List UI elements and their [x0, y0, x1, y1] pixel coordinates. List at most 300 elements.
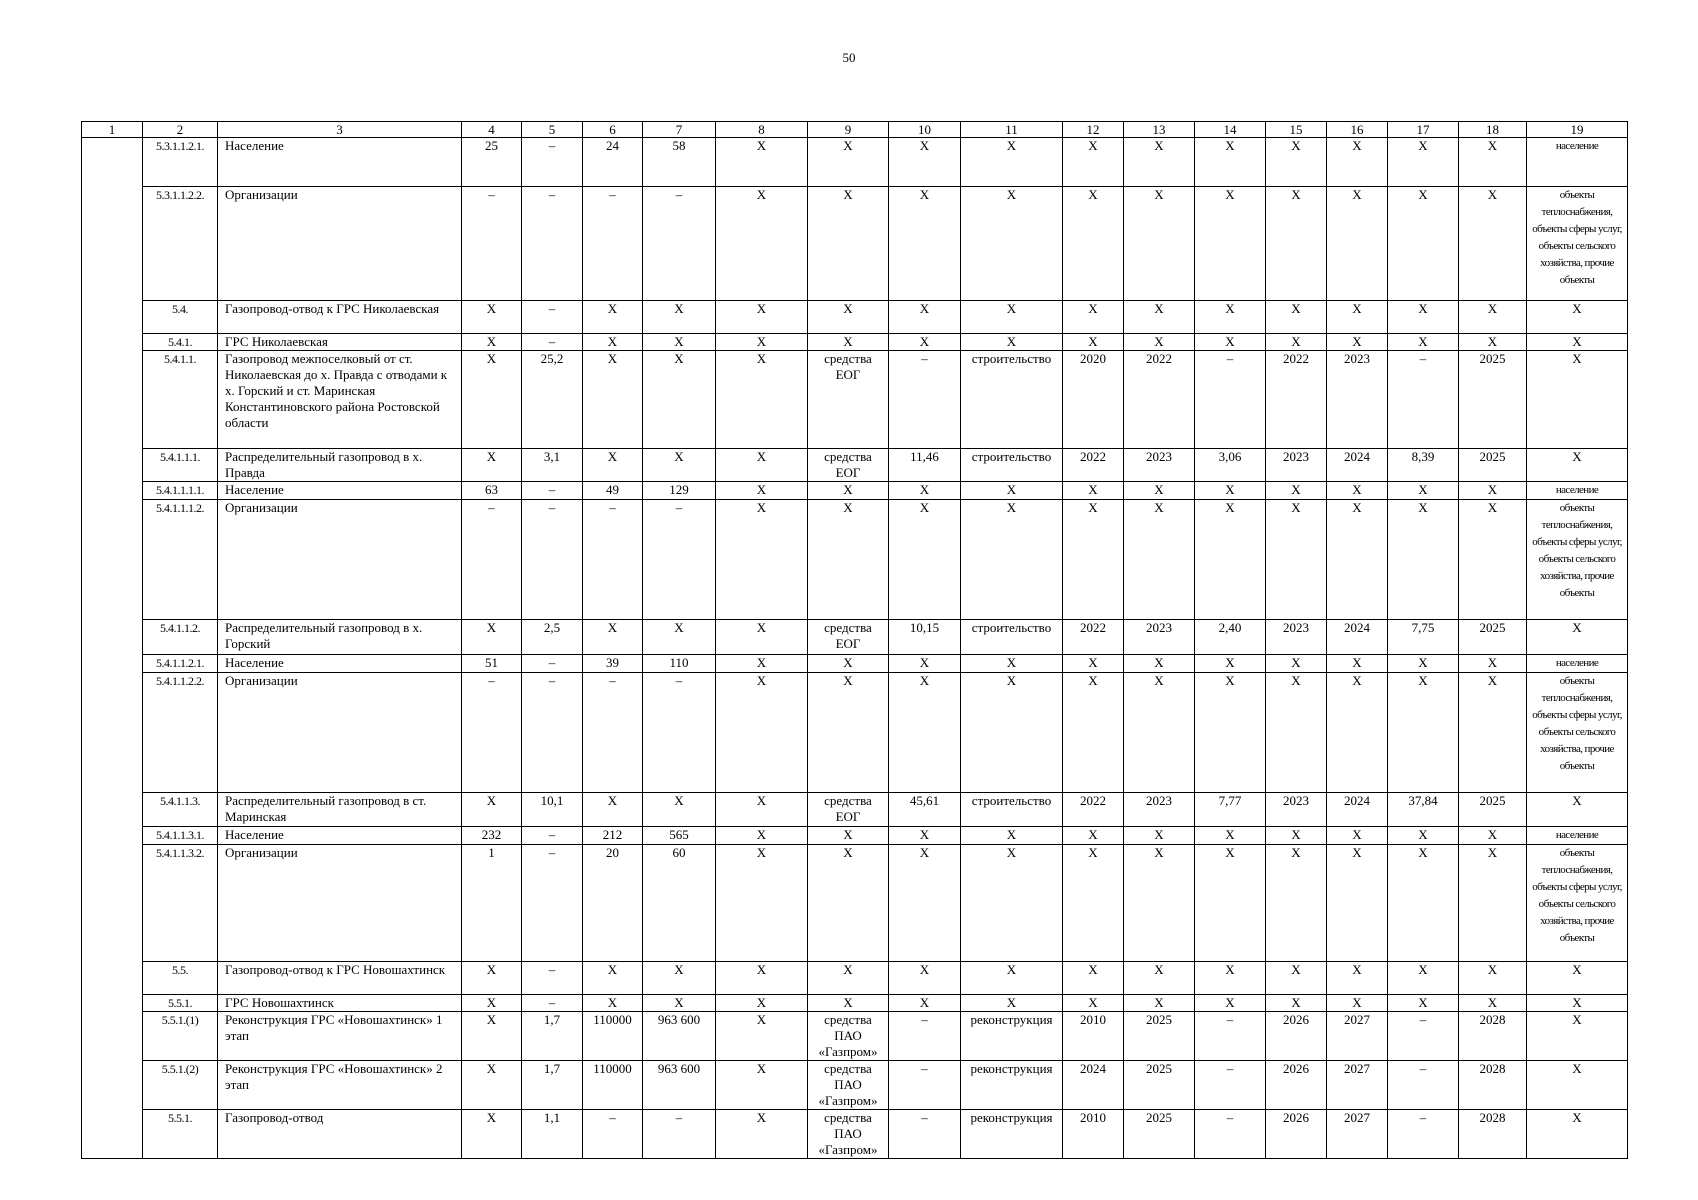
value-cell: X	[889, 301, 961, 334]
column-number: 4	[462, 122, 522, 138]
value-cell: X	[1063, 482, 1124, 500]
value-cell: –	[583, 187, 643, 301]
object-name: Распределительный газопровод в х. Горский	[218, 620, 462, 655]
column-number: 17	[1388, 122, 1459, 138]
value-cell: X	[1327, 655, 1388, 673]
object-name: Газопровод-отвод к ГРС Николаевская	[218, 301, 462, 334]
value-cell: –	[583, 500, 643, 620]
value-cell: X	[462, 1061, 522, 1110]
value-cell: X	[1063, 334, 1124, 351]
value-cell: средства ПАО «Газпром»	[808, 1012, 889, 1061]
value-cell: X	[1124, 138, 1195, 187]
value-cell: X	[1459, 138, 1527, 187]
value-cell: –	[1195, 1012, 1266, 1061]
value-cell: X	[1527, 1110, 1628, 1159]
column-number: 3	[218, 122, 462, 138]
value-cell: X	[1124, 482, 1195, 500]
value-cell: 2022	[1063, 620, 1124, 655]
column-number: 16	[1327, 122, 1388, 138]
value-cell: X	[716, 995, 808, 1012]
value-cell: 39	[583, 655, 643, 673]
value-cell: X	[1063, 500, 1124, 620]
value-cell: 565	[643, 827, 716, 845]
value-cell: 110000	[583, 1012, 643, 1061]
value-cell: 2024	[1063, 1061, 1124, 1110]
consumer-category: объекты теплоснабжения, объекты сферы услуг, объекты сельского хозяйства, прочие объекты	[1527, 673, 1628, 793]
object-name: Организации	[218, 673, 462, 793]
value-cell: X	[889, 995, 961, 1012]
table-row	[82, 138, 1628, 187]
value-cell: X	[1459, 962, 1527, 995]
object-name: ГРС Новошахтинск	[218, 995, 462, 1012]
value-cell: 2025	[1124, 1061, 1195, 1110]
value-cell: X	[583, 620, 643, 655]
value-cell: 2022	[1063, 449, 1124, 482]
value-cell: 2,40	[1195, 620, 1266, 655]
value-cell: X	[1266, 482, 1327, 500]
value-cell: X	[1266, 845, 1327, 962]
value-cell: X	[716, 827, 808, 845]
row-number: 5.4.1.1.1.2.	[143, 500, 218, 620]
value-cell: 2025	[1459, 793, 1527, 827]
value-cell: –	[1388, 1061, 1459, 1110]
value-cell: X	[1527, 1012, 1628, 1061]
value-cell: X	[462, 449, 522, 482]
value-cell: –	[522, 827, 583, 845]
page-number: 50	[842, 50, 856, 65]
row-number: 5.5.1.(1)	[143, 1012, 218, 1061]
value-cell: –	[522, 187, 583, 301]
value-cell: X	[1327, 482, 1388, 500]
value-cell: X	[808, 138, 889, 187]
value-cell: X	[961, 655, 1063, 673]
value-cell: X	[1388, 187, 1459, 301]
object-name: ГРС Николаевская	[218, 334, 462, 351]
value-cell: X	[1388, 482, 1459, 500]
value-cell: X	[961, 995, 1063, 1012]
table-row	[82, 1110, 1628, 1159]
value-cell: X	[1124, 827, 1195, 845]
value-cell: X	[1063, 962, 1124, 995]
header-row	[82, 122, 1628, 138]
value-cell: X	[1527, 301, 1628, 334]
consumer-category: объекты теплоснабжения, объекты сферы услуг, объекты сельского хозяйства, прочие объекты	[1527, 845, 1628, 962]
value-cell: X	[1459, 845, 1527, 962]
value-cell: X	[462, 620, 522, 655]
value-cell: 2024	[1327, 620, 1388, 655]
value-cell: –	[522, 334, 583, 351]
value-cell: X	[716, 845, 808, 962]
value-cell: –	[1195, 1110, 1266, 1159]
consumer-category: объекты теплоснабжения, объекты сферы услуг, объекты сельского хозяйства, прочие объекты	[1527, 187, 1628, 301]
value-cell: реконструкция	[961, 1061, 1063, 1110]
value-cell: X	[1388, 995, 1459, 1012]
value-cell: X	[716, 482, 808, 500]
value-cell: X	[1266, 500, 1327, 620]
value-cell: 212	[583, 827, 643, 845]
value-cell: реконструкция	[961, 1012, 1063, 1061]
value-cell: X	[1063, 138, 1124, 187]
group-cell	[82, 138, 143, 1159]
value-cell: строительство	[961, 793, 1063, 827]
value-cell: X	[1327, 138, 1388, 187]
value-cell: X	[1459, 334, 1527, 351]
value-cell: 110	[643, 655, 716, 673]
row-number: 5.3.1.1.2.2.	[143, 187, 218, 301]
value-cell: X	[808, 187, 889, 301]
value-cell: X	[961, 301, 1063, 334]
value-cell: –	[522, 301, 583, 334]
table-row	[82, 827, 1628, 845]
value-cell: 3,1	[522, 449, 583, 482]
value-cell: 58	[643, 138, 716, 187]
value-cell: X	[889, 482, 961, 500]
value-cell: X	[808, 962, 889, 995]
value-cell: X	[1527, 1061, 1628, 1110]
value-cell: –	[1388, 1012, 1459, 1061]
object-name: Распределительный газопровод в ст. Маринская	[218, 793, 462, 827]
value-cell: 2023	[1327, 351, 1388, 449]
value-cell: 2023	[1266, 620, 1327, 655]
value-cell: X	[1388, 334, 1459, 351]
value-cell: 2010	[1063, 1110, 1124, 1159]
value-cell: X	[1124, 962, 1195, 995]
column-number: 10	[889, 122, 961, 138]
value-cell: 2023	[1124, 793, 1195, 827]
value-cell: 129	[643, 482, 716, 500]
value-cell: 2010	[1063, 1012, 1124, 1061]
value-cell: X	[1327, 301, 1388, 334]
value-cell: X	[1527, 449, 1628, 482]
row-number: 5.4.1.1.	[143, 351, 218, 449]
value-cell: 2023	[1124, 620, 1195, 655]
table-row	[82, 655, 1628, 673]
value-cell: X	[808, 482, 889, 500]
value-cell: X	[583, 449, 643, 482]
value-cell: –	[1195, 351, 1266, 449]
object-name: Газопровод межпоселковый от ст. Николаевская до х. Правда с отводами к х. Горский и ст. Маринская Константиновского района Ростовской области	[218, 351, 462, 449]
value-cell: X	[1195, 138, 1266, 187]
value-cell: X	[643, 995, 716, 1012]
value-cell: –	[522, 482, 583, 500]
value-cell: X	[1195, 482, 1266, 500]
value-cell: X	[1266, 962, 1327, 995]
value-cell: X	[1063, 827, 1124, 845]
value-cell: X	[889, 138, 961, 187]
value-cell: X	[1388, 500, 1459, 620]
value-cell: X	[716, 655, 808, 673]
value-cell: X	[889, 673, 961, 793]
value-cell: 1,7	[522, 1061, 583, 1110]
value-cell: X	[643, 793, 716, 827]
value-cell: 2020	[1063, 351, 1124, 449]
value-cell: 25	[462, 138, 522, 187]
value-cell: X	[462, 793, 522, 827]
value-cell: X	[1459, 995, 1527, 1012]
value-cell: X	[1063, 845, 1124, 962]
value-cell: –	[462, 500, 522, 620]
value-cell: X	[1195, 845, 1266, 962]
value-cell: X	[583, 301, 643, 334]
table-row	[82, 1012, 1628, 1061]
table-row	[82, 301, 1628, 334]
row-number: 5.3.1.1.2.1.	[143, 138, 218, 187]
value-cell: X	[1388, 673, 1459, 793]
value-cell: 2025	[1124, 1012, 1195, 1061]
value-cell: –	[889, 351, 961, 449]
value-cell: 45,61	[889, 793, 961, 827]
value-cell: X	[1266, 827, 1327, 845]
value-cell: 10,1	[522, 793, 583, 827]
value-cell: 2024	[1327, 793, 1388, 827]
value-cell: X	[1388, 655, 1459, 673]
value-cell: X	[716, 962, 808, 995]
value-cell: X	[1327, 500, 1388, 620]
value-cell: X	[808, 500, 889, 620]
value-cell: 110000	[583, 1061, 643, 1110]
value-cell: X	[462, 962, 522, 995]
table-row	[82, 334, 1628, 351]
value-cell: X	[961, 962, 1063, 995]
object-name: Распределительный газопровод в х. Правда	[218, 449, 462, 482]
value-cell: 2023	[1266, 793, 1327, 827]
value-cell: X	[1063, 673, 1124, 793]
value-cell: X	[1527, 620, 1628, 655]
column-number: 19	[1527, 122, 1628, 138]
value-cell: 7,75	[1388, 620, 1459, 655]
value-cell: средства ЕОГ	[808, 351, 889, 449]
value-cell: средства ПАО «Газпром»	[808, 1110, 889, 1159]
value-cell: 49	[583, 482, 643, 500]
value-cell: X	[1388, 138, 1459, 187]
value-cell: 60	[643, 845, 716, 962]
value-cell: X	[961, 673, 1063, 793]
column-number: 8	[716, 122, 808, 138]
value-cell: X	[1459, 187, 1527, 301]
value-cell: X	[889, 334, 961, 351]
table-row	[82, 1061, 1628, 1110]
value-cell: X	[1266, 138, 1327, 187]
value-cell: X	[1266, 301, 1327, 334]
value-cell: X	[1527, 793, 1628, 827]
value-cell: X	[1124, 845, 1195, 962]
value-cell: X	[583, 962, 643, 995]
value-cell: 1,7	[522, 1012, 583, 1061]
object-name: Организации	[218, 187, 462, 301]
value-cell: средства ПАО «Газпром»	[808, 1061, 889, 1110]
row-number: 5.4.1.1.3.1.	[143, 827, 218, 845]
value-cell: X	[1063, 301, 1124, 334]
value-cell: X	[961, 334, 1063, 351]
value-cell: X	[1063, 995, 1124, 1012]
value-cell: 8,39	[1388, 449, 1459, 482]
value-cell: 2023	[1266, 449, 1327, 482]
value-cell: X	[1327, 187, 1388, 301]
value-cell: X	[716, 1110, 808, 1159]
value-cell: X	[1266, 334, 1327, 351]
value-cell: 2025	[1459, 449, 1527, 482]
value-cell: средства ЕОГ	[808, 793, 889, 827]
table-row	[82, 500, 1628, 620]
value-cell: X	[643, 301, 716, 334]
column-number: 11	[961, 122, 1063, 138]
value-cell: 11,46	[889, 449, 961, 482]
value-cell: –	[462, 187, 522, 301]
value-cell: X	[583, 995, 643, 1012]
value-cell: –	[643, 500, 716, 620]
value-cell: X	[1195, 187, 1266, 301]
column-number: 18	[1459, 122, 1527, 138]
object-name: Реконструкция ГРС «Новошахтинск» 1 этап	[218, 1012, 462, 1061]
value-cell: X	[889, 655, 961, 673]
value-cell: –	[522, 655, 583, 673]
value-cell: –	[643, 673, 716, 793]
value-cell: 963 600	[643, 1012, 716, 1061]
value-cell: X	[1124, 187, 1195, 301]
value-cell: X	[1459, 827, 1527, 845]
row-number: 5.4.1.1.2.2.	[143, 673, 218, 793]
value-cell: 2027	[1327, 1061, 1388, 1110]
value-cell: X	[1266, 655, 1327, 673]
value-cell: –	[1195, 1061, 1266, 1110]
object-name: Население	[218, 482, 462, 500]
row-number: 5.4.1.	[143, 334, 218, 351]
value-cell: –	[522, 500, 583, 620]
column-number: 6	[583, 122, 643, 138]
value-cell: X	[1459, 500, 1527, 620]
object-name: Реконструкция ГРС «Новошахтинск» 2 этап	[218, 1061, 462, 1110]
value-cell: X	[643, 449, 716, 482]
value-cell: строительство	[961, 620, 1063, 655]
value-cell: X	[1195, 301, 1266, 334]
value-cell: 2022	[1063, 793, 1124, 827]
value-cell: –	[1388, 351, 1459, 449]
value-cell: X	[961, 827, 1063, 845]
value-cell: X	[961, 500, 1063, 620]
value-cell: 963 600	[643, 1061, 716, 1110]
value-cell: 2027	[1327, 1110, 1388, 1159]
row-number: 5.4.1.1.2.	[143, 620, 218, 655]
value-cell: X	[889, 962, 961, 995]
value-cell: 63	[462, 482, 522, 500]
object-name: Население	[218, 827, 462, 845]
value-cell: –	[889, 1061, 961, 1110]
value-cell: X	[961, 187, 1063, 301]
value-cell: X	[716, 351, 808, 449]
table-row	[82, 673, 1628, 793]
value-cell: X	[1459, 482, 1527, 500]
value-cell: 3,06	[1195, 449, 1266, 482]
table-row	[82, 962, 1628, 995]
value-cell: X	[808, 655, 889, 673]
value-cell: X	[1195, 995, 1266, 1012]
row-number: 5.5.1.	[143, 995, 218, 1012]
value-cell: X	[1266, 995, 1327, 1012]
value-cell: X	[961, 138, 1063, 187]
value-cell: 37,84	[1388, 793, 1459, 827]
value-cell: X	[716, 301, 808, 334]
value-cell: X	[1327, 962, 1388, 995]
value-cell: X	[716, 793, 808, 827]
value-cell: X	[1124, 500, 1195, 620]
value-cell: X	[1527, 995, 1628, 1012]
value-cell: –	[583, 1110, 643, 1159]
value-cell: X	[1195, 673, 1266, 793]
table-row	[82, 620, 1628, 655]
value-cell: 2027	[1327, 1012, 1388, 1061]
column-number: 14	[1195, 122, 1266, 138]
value-cell: средства ЕОГ	[808, 449, 889, 482]
value-cell: X	[1124, 995, 1195, 1012]
value-cell: X	[716, 1061, 808, 1110]
row-number: 5.5.1.(2)	[143, 1061, 218, 1110]
value-cell: X	[716, 1012, 808, 1061]
value-cell: X	[583, 334, 643, 351]
value-cell: X	[716, 620, 808, 655]
value-cell: X	[1124, 301, 1195, 334]
value-cell: X	[1327, 995, 1388, 1012]
value-cell: X	[643, 620, 716, 655]
row-number: 5.4.1.1.1.1.	[143, 482, 218, 500]
value-cell: X	[1527, 351, 1628, 449]
value-cell: 2022	[1266, 351, 1327, 449]
column-number: 15	[1266, 122, 1327, 138]
value-cell: X	[1195, 827, 1266, 845]
value-cell: строительство	[961, 449, 1063, 482]
value-cell: X	[716, 334, 808, 351]
value-cell: 51	[462, 655, 522, 673]
value-cell: X	[808, 995, 889, 1012]
value-cell: X	[1327, 845, 1388, 962]
value-cell: X	[961, 845, 1063, 962]
table-row	[82, 793, 1628, 827]
object-name: Организации	[218, 500, 462, 620]
column-number: 9	[808, 122, 889, 138]
table-row	[82, 482, 1628, 500]
value-cell: X	[1459, 655, 1527, 673]
row-number: 5.4.1.1.1.	[143, 449, 218, 482]
value-cell: 7,77	[1195, 793, 1266, 827]
column-number: 2	[143, 122, 218, 138]
value-cell: X	[1124, 673, 1195, 793]
value-cell: X	[583, 351, 643, 449]
value-cell: X	[1195, 500, 1266, 620]
value-cell: X	[1124, 334, 1195, 351]
value-cell: X	[583, 793, 643, 827]
column-number: 1	[82, 122, 143, 138]
value-cell: X	[643, 334, 716, 351]
value-cell: 2026	[1266, 1061, 1327, 1110]
value-cell: 1,1	[522, 1110, 583, 1159]
value-cell: 2025	[1459, 620, 1527, 655]
table-row	[82, 449, 1628, 482]
value-cell: X	[1459, 301, 1527, 334]
consumer-category: население	[1527, 655, 1628, 673]
table-row	[82, 187, 1628, 301]
column-number: 7	[643, 122, 716, 138]
value-cell: 2028	[1459, 1012, 1527, 1061]
value-cell: X	[716, 138, 808, 187]
value-cell: X	[462, 301, 522, 334]
value-cell: X	[1388, 301, 1459, 334]
value-cell: X	[1195, 334, 1266, 351]
row-number: 5.4.1.1.3.	[143, 793, 218, 827]
value-cell: X	[889, 845, 961, 962]
value-cell: X	[1195, 655, 1266, 673]
object-name: Газопровод-отвод	[218, 1110, 462, 1159]
value-cell: X	[1388, 845, 1459, 962]
consumer-category: население	[1527, 482, 1628, 500]
